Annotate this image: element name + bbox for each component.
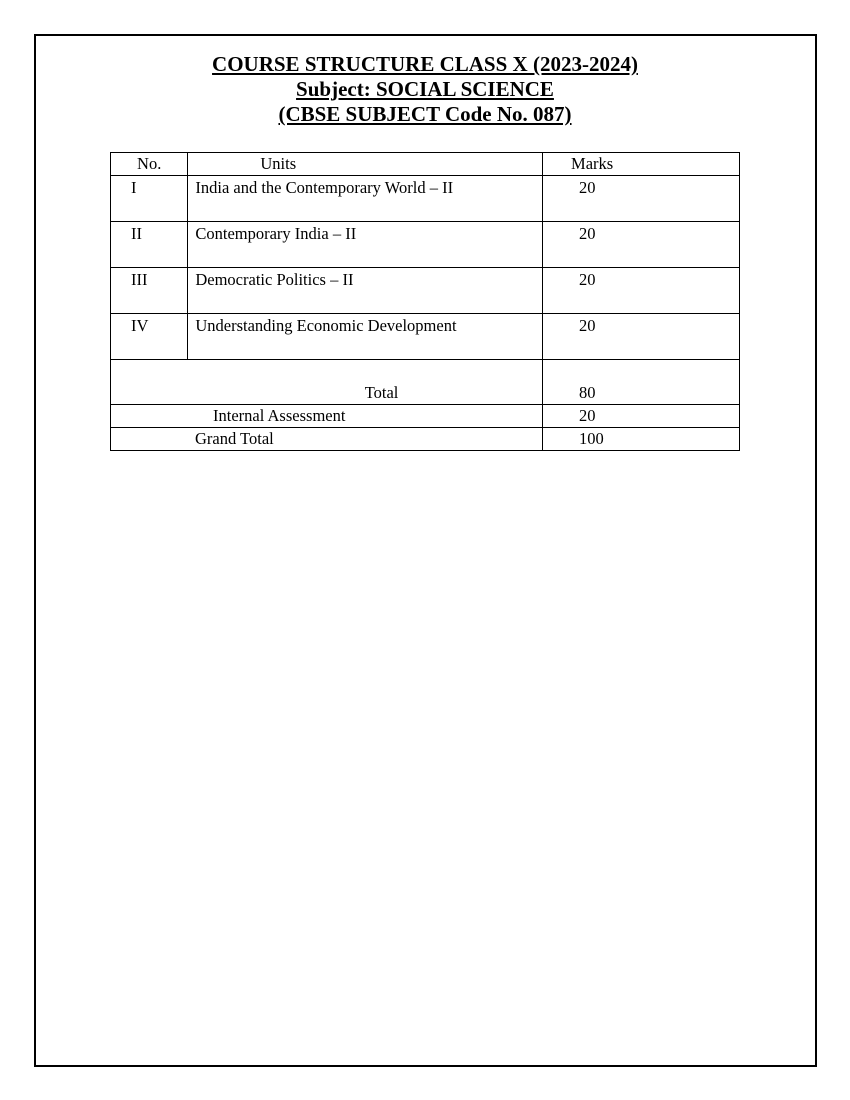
total-row: [111, 360, 740, 405]
unit-marks: 20: [543, 222, 740, 268]
subject-title: Subject: SOCIAL SCIENCE: [296, 77, 554, 101]
table-row: [111, 176, 740, 222]
grand-total-row: [111, 428, 740, 451]
unit-name: Contemporary India – II: [188, 222, 543, 268]
table-row: [111, 314, 740, 360]
internal-assessment-row: [111, 405, 740, 428]
unit-name: India and the Contemporary World – II: [188, 176, 543, 222]
table-row: [111, 222, 740, 268]
total-label: Total: [111, 360, 543, 405]
column-header-marks: Marks: [543, 153, 740, 176]
marks-table: [110, 152, 740, 451]
column-header-units: Units: [188, 153, 543, 176]
unit-number: I: [111, 176, 188, 222]
unit-number: III: [111, 268, 188, 314]
unit-name: Democratic Politics – II: [188, 268, 543, 314]
table-row: [111, 268, 740, 314]
subject-code: (CBSE SUBJECT Code No. 087): [278, 102, 572, 126]
unit-marks: 20: [543, 176, 740, 222]
unit-number: IV: [111, 314, 188, 360]
total-marks: 80: [543, 360, 740, 405]
grand-total-label: Grand Total: [111, 428, 543, 451]
unit-marks: 20: [543, 314, 740, 360]
unit-number: II: [111, 222, 188, 268]
unit-marks: 20: [543, 268, 740, 314]
table-header-row: [111, 153, 740, 176]
internal-assessment-label: Internal Assessment: [111, 405, 543, 428]
internal-assessment-marks: 20: [543, 405, 740, 428]
document-title: COURSE STRUCTURE CLASS X (2023-2024): [212, 52, 638, 76]
grand-total-marks: 100: [543, 428, 740, 451]
unit-name: Understanding Economic Development: [188, 314, 543, 360]
column-header-no: No.: [111, 153, 188, 176]
